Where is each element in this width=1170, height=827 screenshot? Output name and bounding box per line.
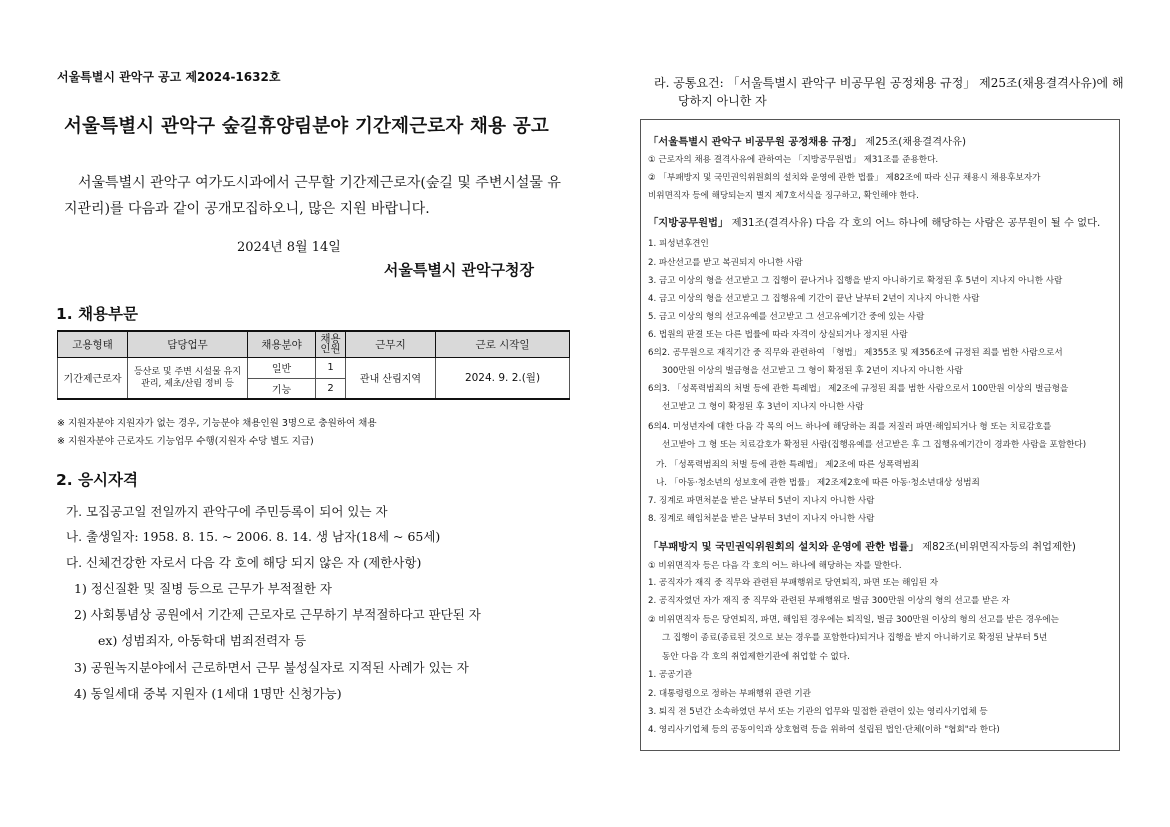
count-cell: 1: [316, 357, 346, 378]
legal-heading-article: 제82조(비위면직자등의 취업제한): [922, 541, 1076, 553]
legal-line: 2. 공직자였던 자가 재직 중 직무와 관련된 부패행위로 벌금 300만원 이상의 형의 선고를 받은 자: [648, 596, 1010, 606]
legal-line: 2. 파산선고를 받고 복권되지 아니한 사람: [648, 258, 803, 268]
count-cell: 2: [316, 378, 346, 399]
table-header-cell: 채용 인원: [316, 331, 346, 357]
legal-line: 6의4. 미성년자에 대한 다음 각 목의 어느 하나에 해당하는 죄를 저질러 파면·해임되거나 형 또는 치료감호를: [648, 422, 1052, 432]
table-header-cell: 근로 시작일: [436, 331, 570, 357]
qualification-item: 다. 신체건강한 자로서 다음 각 호에 해당 되지 않은 자 (제한사항): [66, 555, 422, 570]
table-note: ※ 지원자분야 근로자도 기능업무 수행(지원자 수당 별도 지급): [57, 436, 314, 447]
qualification-item: 나. 출생일자: 1958. 8. 15. ~ 2006. 8. 14. 생 남자(18세 ~ 65세): [66, 529, 441, 544]
issuer-name: 서울특별시 관악구청장: [383, 261, 534, 279]
table-header-cell: 고용형태: [58, 331, 128, 357]
employment-type-cell: 기간제근로자: [58, 357, 128, 399]
field-cell: 기능: [248, 378, 316, 399]
section-title-hiring: 1. 채용부문: [56, 305, 138, 323]
restriction-item: 3) 공원녹지분야에서 근로하면서 근무 불성실자로 지적된 사례가 있는 자: [74, 660, 469, 675]
legal-heading-article: 제25조(채용결격사유): [865, 136, 966, 148]
table-header-cell: 근무지: [346, 331, 436, 357]
legal-line: ② 「부패방지 및 국민권익위원회의 설치와 운영에 관한 법률」 제82조에 따라 신규 채용시 채용후보자가: [648, 173, 1041, 183]
duty-cell: 등산로 및 주변 시설물 유지관리, 제초/산림 정비 등: [128, 357, 248, 399]
legal-line: 동안 다음 각 호의 취업제한기관에 취업할 수 없다.: [662, 652, 850, 662]
table-row: [58, 357, 570, 378]
legal-heading: [648, 214, 1100, 229]
legal-line: 선고받아 그 형 또는 치료감호가 확정된 사람(집행유예를 선고받은 후 그 집행유예기간이 경과한 사람을 포함한다): [662, 440, 1087, 450]
legal-line: 2. 대통령령으로 정하는 부패행위 관련 기관: [648, 689, 811, 699]
page-title: 서울특별시 관악구 숲길휴양림분야 기간제근로자 채용 공고: [64, 116, 549, 137]
legal-line: 선고받고 그 형이 확정된 후 3년이 지나지 아니한 사람: [662, 402, 864, 412]
restriction-item: 1) 정신질환 및 질병 등으로 근무가 부적절한 자: [74, 581, 332, 596]
legal-heading-law: 「지방공무원법」: [648, 217, 729, 229]
intro-paragraph: 서울특별시 관악구 여가도시과에서 근무할 기간제근로자(숲길 및 주변시설물 유지관리)를 다음과 같이 공개모집하오니, 많은 지원 바랍니다.: [64, 175, 561, 217]
announcement-number: 서울특별시 관악구 공고 제2024-1632호: [57, 70, 281, 84]
field-cell: 일반: [248, 357, 316, 378]
legal-line: 그 집행이 종료(종료된 것으로 보는 경우를 포함한다)되거나 집행을 받지 아니하기로 확정된 날부터 5년: [662, 633, 1048, 643]
table-header-cell: 채용분야: [248, 331, 316, 357]
legal-line: 6. 법원의 판결 또는 다른 법률에 따라 자격이 상실되거나 정지된 사람: [648, 330, 908, 340]
start-date-cell: 2024. 9. 2.(월): [436, 357, 570, 399]
section-title-qualification: 2. 응시자격: [56, 471, 138, 489]
announcement-date: 2024년 8월 14일: [237, 240, 341, 255]
legal-line: 나. 「아동·청소년의 성보호에 관한 법률」 제2조제2호에 따른 아동·청소년대상 성범죄: [656, 478, 980, 488]
legal-line: 1. 공직자가 재직 중 직무와 관련된 부패행위로 당연퇴직, 파면 또는 해임된 자: [648, 578, 939, 588]
hiring-table: [57, 330, 570, 400]
legal-line: 5. 금고 이상의 형의 선고유예를 선고받고 그 선고유예기간 중에 있는 사람: [648, 312, 925, 322]
legal-heading: [648, 133, 966, 148]
qualification-item: 가. 모집공고일 전일까지 관악구에 주민등록이 되어 있는 자: [66, 504, 388, 519]
legal-line: 300만원 이상의 벌금형을 선고받고 그 형이 확정된 후 2년이 지나지 아니한 사람: [662, 366, 963, 376]
legal-line: 3. 퇴직 전 5년간 소속하였던 부서 또는 기관의 업무와 밀접한 관련이 있는 영리사기업체 등: [648, 707, 988, 717]
legal-heading: [648, 538, 1076, 553]
restriction-item: 4) 동일세대 중복 지원자 (1세대 1명만 신청가능): [74, 686, 342, 701]
legal-line: 1. 피성년후견인: [648, 239, 709, 249]
legal-line: 4. 금고 이상의 형을 선고받고 그 집행유예 기간이 끝난 날부터 2년이 지나지 아니한 사람: [648, 294, 980, 304]
legal-line: ① 비위면직자 등은 다음 각 호의 어느 하나에 해당하는 자를 말한다.: [648, 561, 902, 571]
legal-line: ② 비위면직자 등은 당연퇴직, 파면, 해임된 경우에는 퇴직일, 벌금 300만원 이상의 형의 선고를 받은 경우에는: [648, 615, 1059, 625]
restriction-item: 2) 사회통념상 공원에서 기간제 근로자로 근무하기 부적절하다고 판단된 자: [74, 607, 481, 622]
legal-line: 6의3. 「성폭력범죄의 처벌 등에 관한 특례법」 제2조에 규정된 죄를 범한 사람으로서 100만원 이상의 벌금형을: [648, 384, 1069, 394]
legal-line: 3. 금고 이상의 형을 선고받고 그 집행이 끝나거나 집행을 받지 아니하기로 확정된 후 5년이 지나지 아니한 사람: [648, 276, 1063, 286]
legal-line: 4. 영리사기업체 등의 공동이익과 상호협력 등을 위하여 설립된 법인·단체(이하 "협회"라 한다): [648, 725, 1000, 735]
legal-line: 7. 징계로 파면처분을 받은 날부터 5년이 지나지 아니한 사람: [648, 496, 875, 506]
table-header-cell: 담당업무: [128, 331, 248, 357]
legal-line: 6의2. 공무원으로 재직기간 중 직무와 관련하여 「형법」 제355조 및 제356조에 규정된 죄를 범한 사람으로서: [648, 348, 1063, 358]
legal-heading-article: 제31조(결격사유) 다음 각 호의 어느 하나에 해당하는 사람은 공무원이 될 수 없다.: [731, 217, 1101, 229]
legal-line: 8. 징계로 해임처분을 받은 날부터 3년이 지나지 아니한 사람: [648, 514, 875, 524]
table-header-row: [58, 331, 570, 357]
legal-line: 비위면직자 등에 해당되는지 별지 제7호서식을 징구하고, 확인해야 한다.: [648, 191, 919, 201]
restriction-example: ex) 성범죄자, 아동학대 범죄전력자 등: [98, 633, 307, 648]
common-requirement: 라. 공통요건: 「서울특별시 관악구 비공무원 공정채용 규정」 제25조(채용결격사유)에 해당하지 아니한 자: [654, 76, 1124, 108]
legal-line: ① 근로자의 채용 결격사유에 관하여는 「지방공무원법」 제31조를 준용한다.: [648, 155, 939, 165]
table-note: ※ 지원자분야 지원자가 없는 경우, 기능분야 채용인원 3명으로 충원하여 채용: [57, 418, 377, 429]
legal-heading-law: 「부패방지 및 국민권익위원회의 설치와 운영에 관한 법률」: [648, 541, 919, 553]
legal-line: 1. 공공기관: [648, 670, 693, 680]
workplace-cell: 관내 산림지역: [346, 357, 436, 399]
legal-line: 가. 「성폭력범죄의 처벌 등에 관한 특례법」 제2조에 따른 성폭력범죄: [656, 460, 920, 470]
legal-heading-law: 「서울특별시 관악구 비공무원 공정채용 규정」: [648, 136, 862, 148]
